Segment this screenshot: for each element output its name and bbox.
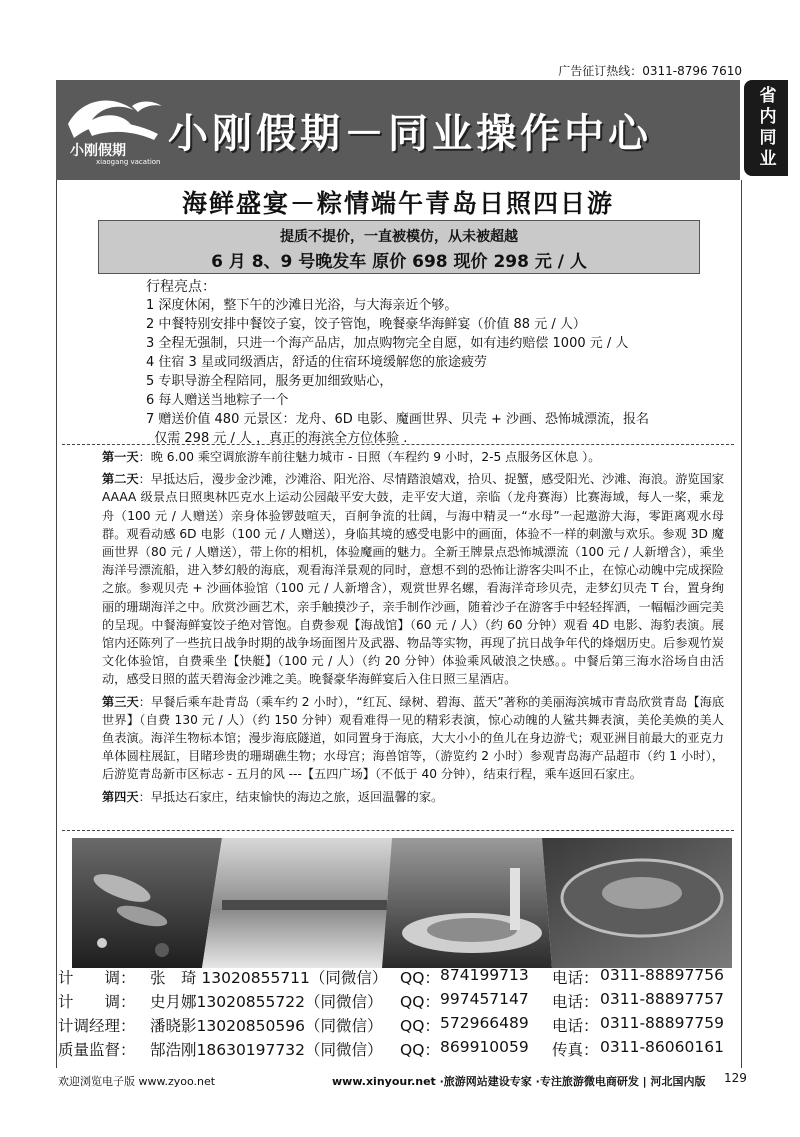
contact-row bbox=[58, 990, 738, 1014]
highlight-item: 2 中餐特别安排中餐饺子宴，饺子管饱，晚餐豪华海鲜宴（价值 88 元 / 人） bbox=[146, 317, 586, 332]
photo-collage-image bbox=[72, 838, 732, 968]
itinerary-day-2 bbox=[102, 470, 724, 688]
day-label: 第二天 bbox=[102, 472, 139, 487]
qq-number: 869910059 bbox=[440, 1038, 529, 1056]
qq-label: QQ： bbox=[400, 969, 440, 987]
day-text: ：早抵达后，漫步金沙滩，沙滩浴、阳光浴、尽情踏浪嬉戏，拾贝、捉蟹，感受阳光、沙滩、海浪。游览国家 AAAA 级景点日照奥林匹克水上运动公园敲平安大鼓，走平安大道，亲临（龙舟赛海）比赛海域，每人一桨，乘龙舟（100 元 / 人赠送）亲身体验锣鼓喧天，百舸争流的壮阔，与海中精灵一“水母”一起遨游大海，零距离观水母群。观看动感 6D 电影（100 元 / 人赠送），身临其境的感受电影中的画面，体验不一样的刺激与欢乐。参观 3D 魔画世界（80 元 / 人赠送），带上你的相机，体验魔画的魅力。全新王牌景点恐怖城漂流（100 元 / 人新增含），乘坐海洋号漂流船，进入梦幻般的海底，观看海洋景观的同时，意想不到的恐怖让游客尖叫不止，在惊心动魄中完成探险之旅。参观贝壳 + 沙画体验馆（100 元 / 人新增含），观赏世界名螺，看海洋奇珍贝壳，走梦幻贝壳 T 台，置身绚丽的珊瑚海洋之中。欣赏沙画艺术，亲手触摸沙子，亲手制作沙画，随着沙子在游客手中轻轻挥洒，一幅幅沙画完美的呈现。中餐海鲜宴饺子绝对管饱。自费参观【海战馆】（60 元 / 人）（约 60 分钟）观看 4D 电影、海豹表演。展馆内还陈列了一些抗日战争时期的战争场面图片及武器、物品等实物，再现了抗日战争年代的烽烟历史。后参观竹炭文化体验馆，自费乘坐【快艇】（100 元 / 人）（约 20 分钟）体验乘风破浪之快感。。中餐后第三海水浴场自由活动，感受日照的蓝天碧海金沙滩之美。晚餐豪华海鲜宴后入住日照三星酒店。 bbox=[102, 472, 725, 687]
logo-subtitle: xiaogang vacation bbox=[96, 158, 161, 166]
contact-row bbox=[58, 1038, 738, 1062]
logo-name: 小刚假期 bbox=[70, 143, 126, 159]
day-label: 第一天 bbox=[102, 450, 139, 464]
highlight-item: 4 住宿 3 星或同级酒店，舒适的住宿环境缓解您的旅途疲劳 bbox=[146, 355, 487, 370]
qq-label: QQ： bbox=[400, 1017, 440, 1035]
divider bbox=[62, 830, 734, 831]
qq-number: 572966489 bbox=[440, 1014, 529, 1032]
day-label: 第三天 bbox=[102, 694, 139, 709]
logo bbox=[62, 90, 170, 170]
tel-number: 0311-88897757 bbox=[600, 990, 724, 1008]
ad-hotline: 广告征订热线：0311-8796 7610 bbox=[558, 64, 742, 78]
contact-person: 史月娜13020855722（同微信） bbox=[150, 993, 383, 1011]
day-label: 第四天 bbox=[102, 789, 139, 804]
promo-slogan: 提质不提价，一直被模仿，从未被超越 bbox=[280, 229, 518, 245]
highlight-item: 7 赠送价值 480 元景区：龙舟、6D 电影、魔画世界、贝壳 + 沙画、恐怖城漂流，报名 bbox=[146, 412, 650, 427]
contact-row bbox=[58, 1014, 738, 1038]
qq-label: QQ： bbox=[400, 993, 440, 1011]
qq-number: 997457147 bbox=[440, 990, 529, 1008]
contact-person: 郜浩刚18630197732（同微信） bbox=[150, 1041, 383, 1059]
fax-label: 传真： bbox=[552, 1041, 599, 1059]
promo-price: 6 月 8、9 号晚发车 原价 698 现价 298 元 / 人 bbox=[211, 252, 587, 272]
footer-middle: www.xinyour.net ·旅游网站建设专家 ·专注旅游微电商研发 | 河北国内版 bbox=[332, 1075, 706, 1088]
tel-number: 0311-88897756 bbox=[600, 966, 724, 984]
highlights-heading: 行程亮点： bbox=[146, 279, 216, 295]
footer-left: 欢迎浏览电子版 www.zyoo.net bbox=[58, 1075, 216, 1088]
fax-number: 0311-86060161 bbox=[600, 1038, 724, 1056]
contact-role: 计调经理： bbox=[58, 1017, 136, 1035]
itinerary-day-3 bbox=[102, 693, 724, 784]
itinerary bbox=[102, 448, 724, 810]
highlight-item: 1 深度休闲，整下午的沙滩日光浴，与大海亲近个够。 bbox=[146, 298, 458, 313]
highlight-item: 6 每人赠送当地粽子一个 bbox=[146, 393, 289, 408]
itinerary-day-1 bbox=[102, 448, 724, 466]
tel-label: 电话： bbox=[552, 993, 599, 1011]
highlight-item: 仅需 298 元 / 人 ，真正的海滨全方位体验 . bbox=[146, 431, 408, 446]
contact-role: 计 调： bbox=[58, 993, 136, 1011]
side-tab: 省内同业 bbox=[744, 80, 788, 176]
qq-number: 874199713 bbox=[440, 966, 529, 984]
qq-label: QQ： bbox=[400, 1041, 440, 1059]
contact-role: 质量监督： bbox=[58, 1041, 136, 1059]
divider bbox=[62, 444, 734, 445]
itinerary-day-4 bbox=[102, 788, 724, 806]
highlight-item: 3 全程无强制，只进一个海产品店，加点购物完全自愿，如有违约赔偿 1000 元 / 人 bbox=[146, 336, 629, 351]
contact-person: 张 琦 13020855711（同微信） bbox=[150, 969, 388, 987]
page-number: 129 bbox=[724, 1071, 747, 1085]
day-text: ：早抵达石家庄，结束愉快的海边之旅，返回温馨的家。 bbox=[138, 789, 444, 804]
contact-row bbox=[58, 966, 738, 990]
contact-role: 计 调： bbox=[58, 969, 136, 987]
photo-strip bbox=[72, 838, 732, 968]
banner bbox=[56, 80, 740, 180]
highlight-item: 5 专职导游全程陪同，服务更加细致贴心， bbox=[146, 374, 393, 389]
day-text: ：早餐后乘车赴青岛（乘车约 2 小时），“红瓦、绿树、碧海、蓝天”著称的美丽海滨城市青岛欣赏青岛【海底世界】（自费 130 元 / 人）（约 150 分钟）观看难得一见的精彩表演，惊心动魄的人鲨共舞表演，美伦美焕的美人鱼表演。海洋生物标本馆；漫步海底隧道，如同置身于海底，大大小小的鱼儿在身边游弋；观亚洲目前最大的亚克力单体圆柱展缸，目睹珍贵的珊瑚礁生物；水母宫；海兽馆等，（游览约 2 小时）参观青岛海产品超市（约 1 小时），后游览青岛新市区标志 - 五月的风 ---【五四广场】（不低于 40 分钟），结束行程，乘车返回石家庄。 bbox=[102, 694, 725, 782]
tel-label: 电话： bbox=[552, 1017, 599, 1035]
day-text: ：晚 6.00 乘空调旅游车前往魅力城市 - 日照（车程约 9 小时，2-5 点服务区休息 ）。 bbox=[138, 450, 601, 464]
tel-number: 0311-88897759 bbox=[600, 1014, 724, 1032]
promo-box bbox=[98, 220, 700, 274]
contact-person: 潘晓影13020850596（同微信） bbox=[150, 1017, 383, 1035]
tel-label: 电话： bbox=[552, 969, 599, 987]
banner-title: 小刚假期－同业操作中心 bbox=[168, 111, 652, 157]
tour-title: 海鲜盛宴－粽情端午青岛日照四日游 bbox=[181, 189, 614, 218]
